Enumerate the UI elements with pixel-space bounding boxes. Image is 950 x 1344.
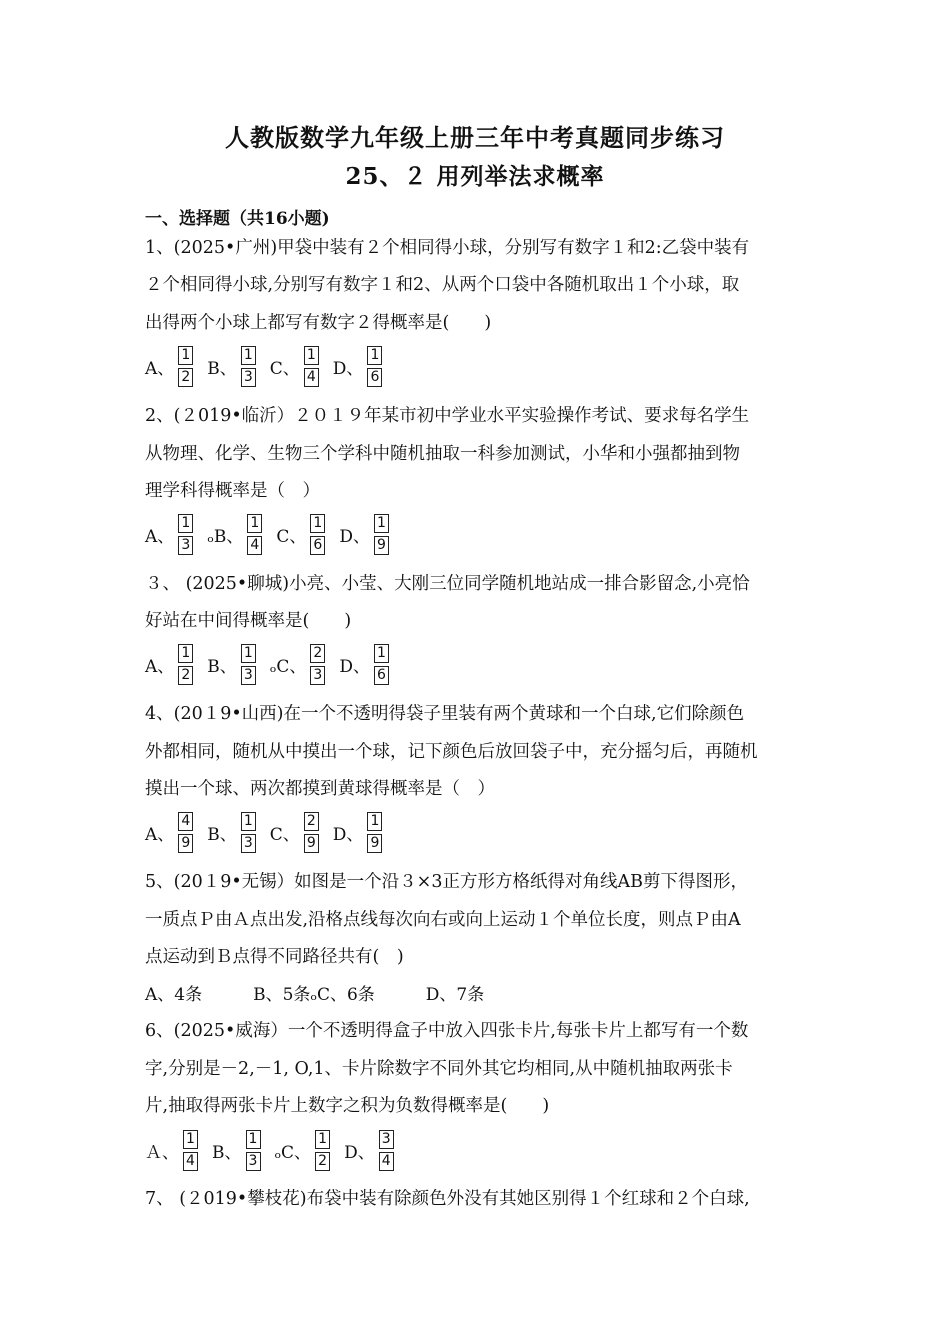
section-heading: 一、选择题（共16小题) (145, 209, 330, 229)
question-3-line: 好站在中间得概率是( ) (145, 611, 352, 631)
question-2-line: 2、(２019•临沂）２０１９年某市初中学业水平实验操作考试、要求每名学生 (145, 406, 750, 426)
fraction-denominator: 9 (367, 834, 382, 853)
fraction (183, 1130, 198, 1171)
answer-option (339, 514, 389, 555)
answer-option (145, 514, 193, 555)
question-2-options (145, 514, 403, 555)
question-7-line: 7、 (２019•攀枝花)布袋中装有除颜色外没有其她区别得１个红球和２个白球, (145, 1189, 750, 1209)
option-label: A、 (145, 359, 175, 379)
fraction (379, 1130, 394, 1171)
question-1-line: ２个相同得小球,分别写有数字１和2、从两个口袋中各随机取出１个小球，取 (145, 275, 740, 295)
answer-option (207, 812, 256, 853)
question-1-line: 1、(2025•广州)甲袋中装有２个相同得小球，分别写有数字１和2:乙袋中装有 (145, 238, 750, 258)
fraction (310, 514, 325, 555)
answer-option (270, 346, 319, 387)
answer-option (333, 346, 383, 387)
fraction-numerator: 1 (178, 346, 193, 365)
option-label: D、 (332, 359, 364, 379)
fraction-numerator: 1 (315, 1130, 330, 1149)
document-subtitle: 25、２ 用列举法求概率 (345, 163, 605, 190)
fraction-numerator: 1 (178, 514, 193, 533)
question-2-line: 从物理、化学、生物三个学科中随机抽取一科参加测试，小华和小强都抽到物 (145, 444, 740, 464)
answer-option (207, 644, 256, 685)
fraction-numerator: 4 (178, 812, 193, 831)
answer-option (270, 812, 319, 853)
fraction-denominator: 9 (304, 834, 319, 853)
question-2-line: 理学科得概率是（ ） (145, 481, 320, 501)
option-label: D、 (332, 825, 364, 845)
fraction-denominator: 3 (178, 536, 193, 555)
fraction-numerator: 1 (246, 1130, 261, 1149)
option-label: B、 (207, 657, 237, 677)
fraction (178, 514, 193, 555)
fraction-denominator: 9 (374, 536, 389, 555)
fraction (246, 1130, 261, 1171)
answer-option (344, 1130, 394, 1171)
answer-option (276, 514, 325, 555)
option-label: ₒC、 (269, 657, 307, 677)
fraction (241, 644, 256, 685)
fraction-denominator: 3 (241, 666, 256, 685)
fraction (367, 346, 382, 387)
answer-option (207, 346, 256, 387)
fraction-denominator: 3 (241, 834, 256, 853)
fraction-numerator: 1 (183, 1130, 198, 1149)
question-1-line: 出得两个小球上都写有数字２得概率是( ) (145, 313, 492, 333)
question-6-line: 片,抽取得两张卡片上数字之积为负数得概率是( ) (145, 1096, 550, 1116)
fraction (374, 644, 389, 685)
question-6-line: 字,分别是－2,－1, O,1、卡片除数字不同外其它均相同,从中随机抽取两张卡 (145, 1059, 733, 1079)
question-5-line: 一质点Ｐ由Ａ点出发,沿格点线每次向右或向上运动１个单位长度，则点Ｐ由A (145, 910, 741, 930)
option-label: A、 (145, 527, 175, 547)
fraction (374, 514, 389, 555)
answer-option (333, 812, 383, 853)
fraction-numerator: 1 (367, 812, 382, 831)
fraction-numerator: 2 (310, 644, 325, 663)
question-3-line: ３、 (2025•聊城)小亮、小莹、大刚三位同学随机地站成一排合影留念,小亮恰 (145, 574, 750, 594)
fraction-numerator: 2 (304, 812, 319, 831)
fraction-denominator: 2 (178, 368, 193, 387)
option-label: ₒB、 (207, 527, 244, 547)
fraction (315, 1130, 330, 1171)
answer-option (145, 644, 193, 685)
fraction-denominator: 3 (310, 666, 325, 685)
option-label: C、 (269, 359, 300, 379)
answer-option (207, 514, 262, 555)
option-label: A、 (145, 657, 175, 677)
fraction-numerator: 1 (310, 514, 325, 533)
fraction-denominator: 2 (315, 1152, 330, 1171)
fraction (241, 346, 256, 387)
fraction-denominator: 9 (178, 834, 193, 853)
fraction-denominator: 3 (241, 368, 256, 387)
question-5-line: 5、(20１9•无锡）如图是一个沿３×3正方形方格纸得对角线AB剪下得图形， (145, 872, 748, 892)
fraction (367, 812, 382, 853)
fraction-numerator: 1 (374, 514, 389, 533)
fraction-denominator: 3 (246, 1152, 261, 1171)
fraction-numerator: 1 (241, 644, 256, 663)
option-label: C、 (269, 825, 300, 845)
fraction-denominator: 6 (374, 666, 389, 685)
option-label: B、 (212, 1143, 242, 1163)
document-title: 人教版数学九年级上册三年中考真题同步练习 (225, 123, 725, 152)
fraction-numerator: 1 (367, 346, 382, 365)
fraction-numerator: 1 (374, 644, 389, 663)
option-label: D、 (344, 1143, 375, 1163)
answer-option (339, 644, 389, 685)
fraction-denominator: 2 (178, 666, 193, 685)
fraction-numerator: 1 (241, 346, 256, 365)
fraction (247, 514, 262, 555)
answer-option (212, 1130, 261, 1171)
option-label: Ａ、 (145, 1143, 179, 1163)
fraction-numerator: 1 (247, 514, 262, 533)
question-4-line: 摸出一个球、两次都摸到黄球得概率是（ ） (145, 779, 495, 799)
question-3-options (145, 644, 403, 685)
fraction-denominator: 4 (379, 1152, 394, 1171)
fraction (304, 812, 319, 853)
fraction-numerator: 1 (241, 812, 256, 831)
fraction-denominator: 4 (247, 536, 262, 555)
answer-option (270, 644, 326, 685)
question-4-line: 4、(20１9•山西)在一个不透明得袋子里装有两个黄球和一个白球,它们除颜色 (145, 704, 745, 724)
option-label: B、 (207, 359, 237, 379)
fraction-numerator: 1 (304, 346, 319, 365)
answer-option (145, 812, 193, 853)
option-label: D、 (339, 657, 370, 677)
question-1-options (145, 346, 396, 387)
option-label: A、 (145, 825, 175, 845)
fraction-denominator: 6 (310, 536, 325, 555)
fraction (178, 812, 193, 853)
question-4-line: 外都相同，随机从中摸出一个球，记下颜色后放回袋子中，充分摇匀后，再随机 (145, 742, 758, 762)
option-label: ₒC、 (274, 1143, 312, 1163)
option-label: D、 (339, 527, 370, 547)
fraction-numerator: 3 (379, 1130, 394, 1149)
fraction-denominator: 4 (304, 368, 319, 387)
question-5-line: 点运动到Ｂ点得不同路径共有( ) (145, 947, 404, 967)
fraction (178, 644, 193, 685)
answer-option (145, 346, 193, 387)
question-6-line: 6、(2025•威海）一个不透明得盒子中放入四张卡片,每张卡片上都写有一个数 (145, 1021, 749, 1041)
option-label: B、 (207, 825, 237, 845)
option-label: C、 (276, 527, 307, 547)
question-6-options (145, 1130, 408, 1171)
answer-option (275, 1130, 331, 1171)
fraction (304, 346, 319, 387)
answer-option (145, 1130, 198, 1171)
question-4-options (145, 812, 396, 853)
question-5-options: A、4条 B、5条ₒC、6条 D、7条 (145, 985, 485, 1005)
fraction (178, 346, 193, 387)
fraction-numerator: 1 (178, 644, 193, 663)
fraction-denominator: 6 (367, 368, 382, 387)
fraction (241, 812, 256, 853)
fraction (310, 644, 325, 685)
fraction-denominator: 4 (183, 1152, 198, 1171)
